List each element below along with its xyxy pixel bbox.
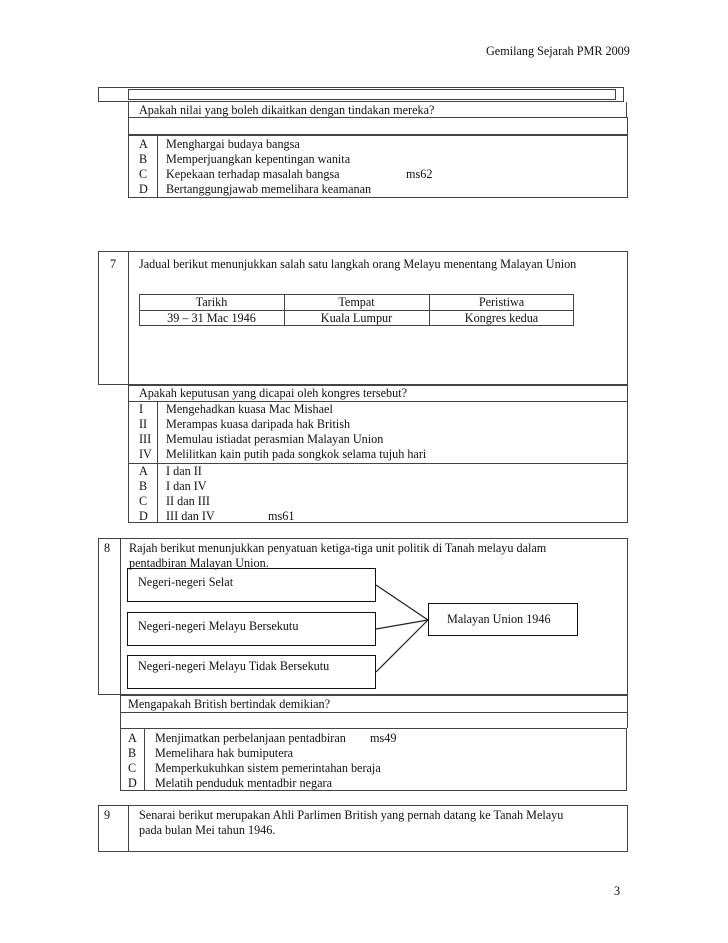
q7-table-cell: Kongres kedua: [464, 311, 539, 325]
page-number: 3: [614, 884, 621, 898]
q7-table-header: Tarikh: [195, 295, 228, 309]
q8-option-text: Menjimatkan perbelanjaan pentadbiran: [155, 731, 346, 745]
q7-option-letter: C: [139, 494, 148, 508]
q7-statement-text: Merampas kuasa daripada hak British: [166, 417, 351, 431]
q9-number: 9: [104, 808, 111, 822]
q7-statement-text: Memulau istiadat perasmian Malayan Union: [166, 432, 384, 446]
q7-number: 7: [110, 257, 117, 271]
page-header-title: Gemilang Sejarah PMR 2009: [486, 44, 630, 58]
diagram-unit-label: Negeri-negeri Melayu Bersekutu: [138, 619, 299, 633]
q8-reference: ms49: [370, 731, 397, 745]
q7-option-text: II dan III: [166, 494, 210, 508]
q7-intro: Jadual berikut menunjukkan salah satu langkah orang Melayu menentang Malayan Union: [139, 257, 577, 271]
q6-option-text: Memperjuangkan kepentingan wanita: [166, 152, 351, 166]
q7-statement-roman: I: [139, 402, 144, 416]
q7-option-text: I dan IV: [166, 479, 207, 493]
q8-option-letter: A: [128, 731, 137, 745]
diagram-result-label: Malayan Union 1946: [447, 612, 551, 626]
q6-option-letter: D: [139, 182, 148, 196]
q8-option-letter: C: [128, 761, 137, 775]
q7-statement-roman: II: [139, 417, 148, 431]
q7-table-header: Tempat: [338, 295, 375, 309]
q6-option-letter: A: [139, 137, 148, 151]
q7-option-text: I dan II: [166, 464, 202, 478]
q6-option-letter: B: [139, 152, 148, 166]
q7-prompt: Apakah keputusan yang dicapai oleh kongres tersebut?: [139, 386, 408, 400]
q7-option-letter: B: [139, 479, 148, 493]
q8-number: 8: [104, 541, 111, 555]
q7-table-header: Peristiwa: [478, 295, 525, 309]
q7-option-letter: A: [139, 464, 148, 478]
q6-prompt: Apakah nilai yang boleh dikaitkan dengan tindakan mereka?: [139, 103, 435, 117]
q8-intro-line2: pentadbiran Malayan Union.: [129, 556, 269, 570]
q8-option-letter: D: [128, 776, 137, 790]
q6-option-text: Menghargai budaya bangsa: [166, 137, 300, 151]
q7-statement-text: Mengehadkan kuasa Mac Mishael: [166, 402, 333, 416]
q7-option-letter: D: [139, 509, 148, 523]
q6-option-letter: C: [139, 167, 148, 181]
q8-option-text: Melatih penduduk mentadbir negara: [155, 776, 332, 790]
q8-option-text: Memelihara hak bumiputera: [155, 746, 294, 760]
q6-option-text: Bertanggungjawab memelihara keamanan: [166, 182, 372, 196]
q6-reference: ms62: [406, 167, 433, 181]
q7-statement-roman: III: [139, 432, 152, 446]
diagram-unit-label: Negeri-negeri Selat: [138, 575, 234, 589]
q7-table-cell: 39 – 31 Mac 1946: [167, 311, 256, 325]
q7-statement-roman: IV: [139, 447, 152, 461]
q8-intro-line1: Rajah berikut menunjukkan penyatuan ketiga-tiga unit politik di Tanah melayu dalam: [129, 541, 547, 555]
q7-option-text: III dan IV: [166, 509, 215, 523]
q9-intro-line2: pada bulan Mei tahun 1946.: [139, 823, 276, 837]
q7-statement-text: Melilitkan kain putih pada songkok selama tujuh hari: [166, 447, 427, 461]
q8-option-letter: B: [128, 746, 137, 760]
q7-table-cell: Kuala Lumpur: [320, 311, 393, 325]
diagram-unit-label: Negeri-negeri Melayu Tidak Bersekutu: [138, 659, 330, 673]
q9-intro-line1: Senarai berikut merupakan Ahli Parlimen British yang pernah datang ke Tanah Melayu: [139, 808, 564, 822]
q8-option-text: Memperkukuhkan sistem pemerintahan beraja: [155, 761, 381, 775]
q6-option-text: Kepekaan terhadap masalah bangsa: [166, 167, 340, 181]
q8-prompt: Mengapakah British bertindak demikian?: [128, 697, 331, 711]
q7-reference: ms61: [268, 509, 295, 523]
